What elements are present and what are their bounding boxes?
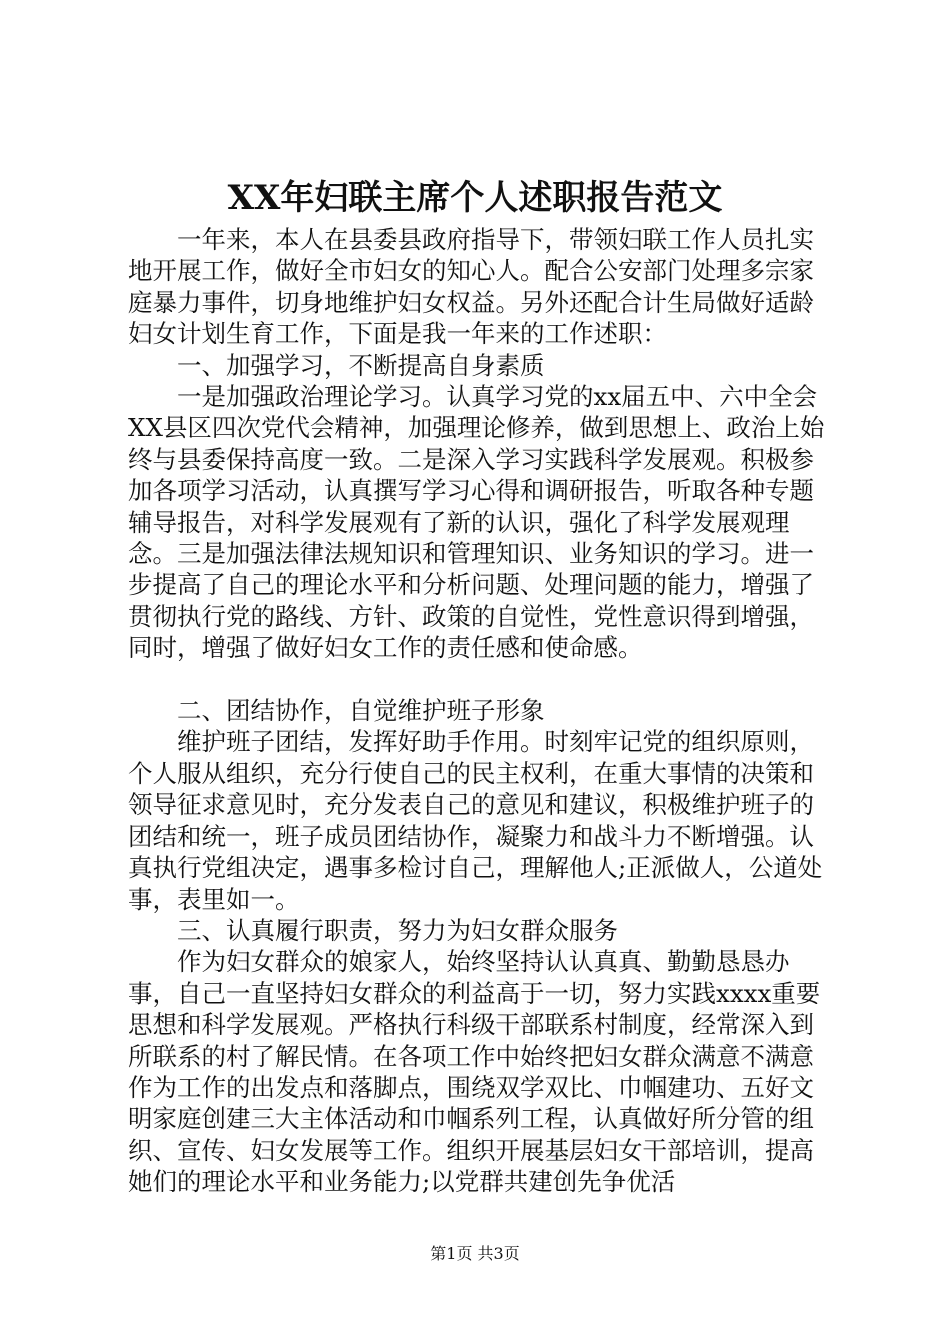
intro-paragraph: 一年来，本人在县委县政府指导下，带领妇联工作人员扎实地开展工作，做好全市妇女的知心人。配合公安部门处理多宗家庭暴力事件，切身地维护妇女权益。另外还配合计生局做好适龄妇女计划生育工作，下面是我一年来的工作述职： (128, 225, 814, 349)
section-heading-2: 二、团结协作，自觉维护班子形象 (177, 696, 545, 726)
page-number-footer: 第1页 共3页 (430, 1244, 520, 1263)
section-heading-3: 三、认真履行职责，努力为妇女群众服务 (177, 915, 618, 945)
paragraph-spacer (128, 664, 828, 695)
section-3-paragraph: 作为妇女群众的娘家人，始终坚持认认真真、勤勤恳恳办事，自己一直坚持妇女群众的利益高于一切，努力实践xxxx重要思想和科学发展观。严格执行科级干部联系村制度，经常深入到所联系的村了解民情。在各项工作中始终把妇女群众满意不满意作为工作的出发点和落脚点，围绕双学双比、巾帼建功、五好文明家庭创建三大主体活动和巾帼系列工程，认真做好所分管的组织、宣传、妇女发展等工作。组织开展基层妇女干部培训，提高她们的理论水平和业务能力;以党群共建创先争优活 (128, 947, 821, 1197)
document-title: XX年妇联主席个人述职报告范文 (227, 178, 723, 218)
section-1-paragraph: 一是加强政治理论学习。认真学习党的xx届五中、六中全会XX县区四次党代会精神，加强理论修养，做到思想上、政治上始终与县委保持高度一致。二是深入学习实践科学发展观。积极参加各项学习活动，认真撰写学习心得和调研报告，听取各种专题辅导报告，对科学发展观有了新的认识，强化了科学发展观理念。三是加强法律法规知识和管理知识、业务知识的学习。进一步提高了自己的理论水平和分析问题、处理问题的能力，增强了贯彻执行党的路线、方针、政策的自觉性，党性意识得到增强，同时，增强了做好妇女工作的责任感和使命感。 (128, 382, 825, 663)
document-body (128, 224, 828, 1198)
section-2-paragraph: 维护班子团结，发挥好助手作用。时刻牢记党的组织原则，个人服从组织，充分行使自己的民主权利，在重大事情的决策和领导征求意见时，充分发表自己的意见和建议，积极维护班子的团结和统一，班子成员团结协作，凝聚力和战斗力不断增强。认真执行党组决定，遇事多检讨自己，理解他人;正派做人，公道处事，表里如一。 (128, 727, 823, 914)
section-heading-1: 一、加强学习，不断提高自身素质 (177, 350, 545, 380)
